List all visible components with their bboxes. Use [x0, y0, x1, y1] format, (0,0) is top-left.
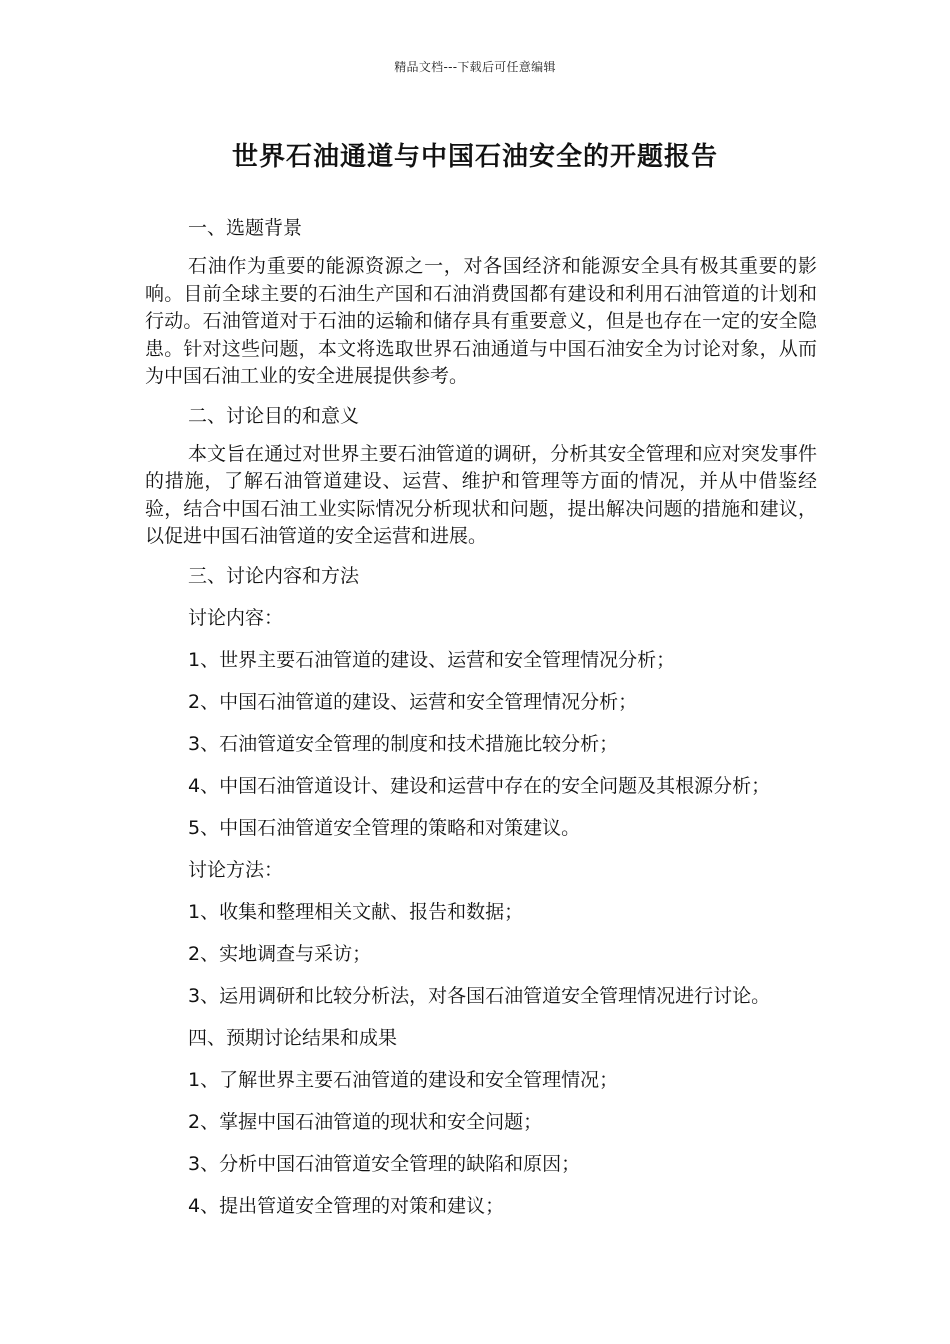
- header-note: 精品文档---下载后可任意编辑: [394, 60, 556, 74]
- document-body: [145, 212, 817, 1222]
- method-label: 讨论方法：: [188, 858, 284, 881]
- section-3-heading: 三、讨论内容和方法: [188, 564, 360, 587]
- content-item: 1、世界主要石油管道的建设、运营和安全管理情况分析；: [188, 648, 676, 671]
- result-item: 4、提出管道安全管理的对策和建议；: [188, 1194, 505, 1217]
- section-2-paragraph: 本文旨在通过对世界主要石油管道的调研，分析其安全管理和应对突发事件的措施，了解石油管道建设、运营、维护和管理等方面的情况，并从中借鉴经验，结合中国石油工业实际情况分析现状和问题，提出解决问题的措施和建议，以促进中国石油管道的安全运营和进展。: [145, 442, 817, 547]
- section-1-paragraph: 石油作为重要的能源资源之一，对各国经济和能源安全具有极其重要的影响。目前全球主要的石油生产国和石油消费国都有建设和利用石油管道的计划和行动。石油管道对于石油的运输和储存具有重要意义，但是也存在一定的安全隐患。针对这些问题，本文将选取世界石油通道与中国石油安全为讨论对象，从而为中国石油工业的安全进展提供参考。: [145, 255, 817, 387]
- method-item: 1、收集和整理相关文献、报告和数据；: [188, 900, 524, 923]
- document-title: 世界石油通道与中国石油安全的开题报告: [231, 142, 718, 172]
- result-item: 2、掌握中国石油管道的现状和安全问题；: [188, 1110, 543, 1133]
- content-item: 5、中国石油管道安全管理的策略和对策建议。: [188, 816, 581, 839]
- result-item: 3、分析中国石油管道安全管理的缺陷和原因；: [188, 1152, 581, 1175]
- section-2-heading: 二、讨论目的和意义: [188, 404, 360, 427]
- content-label: 讨论内容：: [188, 606, 284, 629]
- section-4-heading: 四、预期讨论结果和成果: [188, 1026, 398, 1049]
- content-item: 3、石油管道安全管理的制度和技术措施比较分析；: [188, 732, 619, 755]
- section-1-heading: 一、选题背景: [188, 217, 303, 239]
- content-item: 4、中国石油管道设计、建设和运营中存在的安全问题及其根源分析；: [188, 774, 771, 797]
- content-item: 2、中国石油管道的建设、运营和安全管理情况分析；: [188, 690, 638, 713]
- method-item: 2、实地调查与采访；: [188, 942, 372, 965]
- result-item: 1、了解世界主要石油管道的建设和安全管理情况；: [188, 1068, 619, 1091]
- method-item: 3、运用调研和比较分析法，对各国石油管道安全管理情况进行讨论。: [188, 984, 771, 1007]
